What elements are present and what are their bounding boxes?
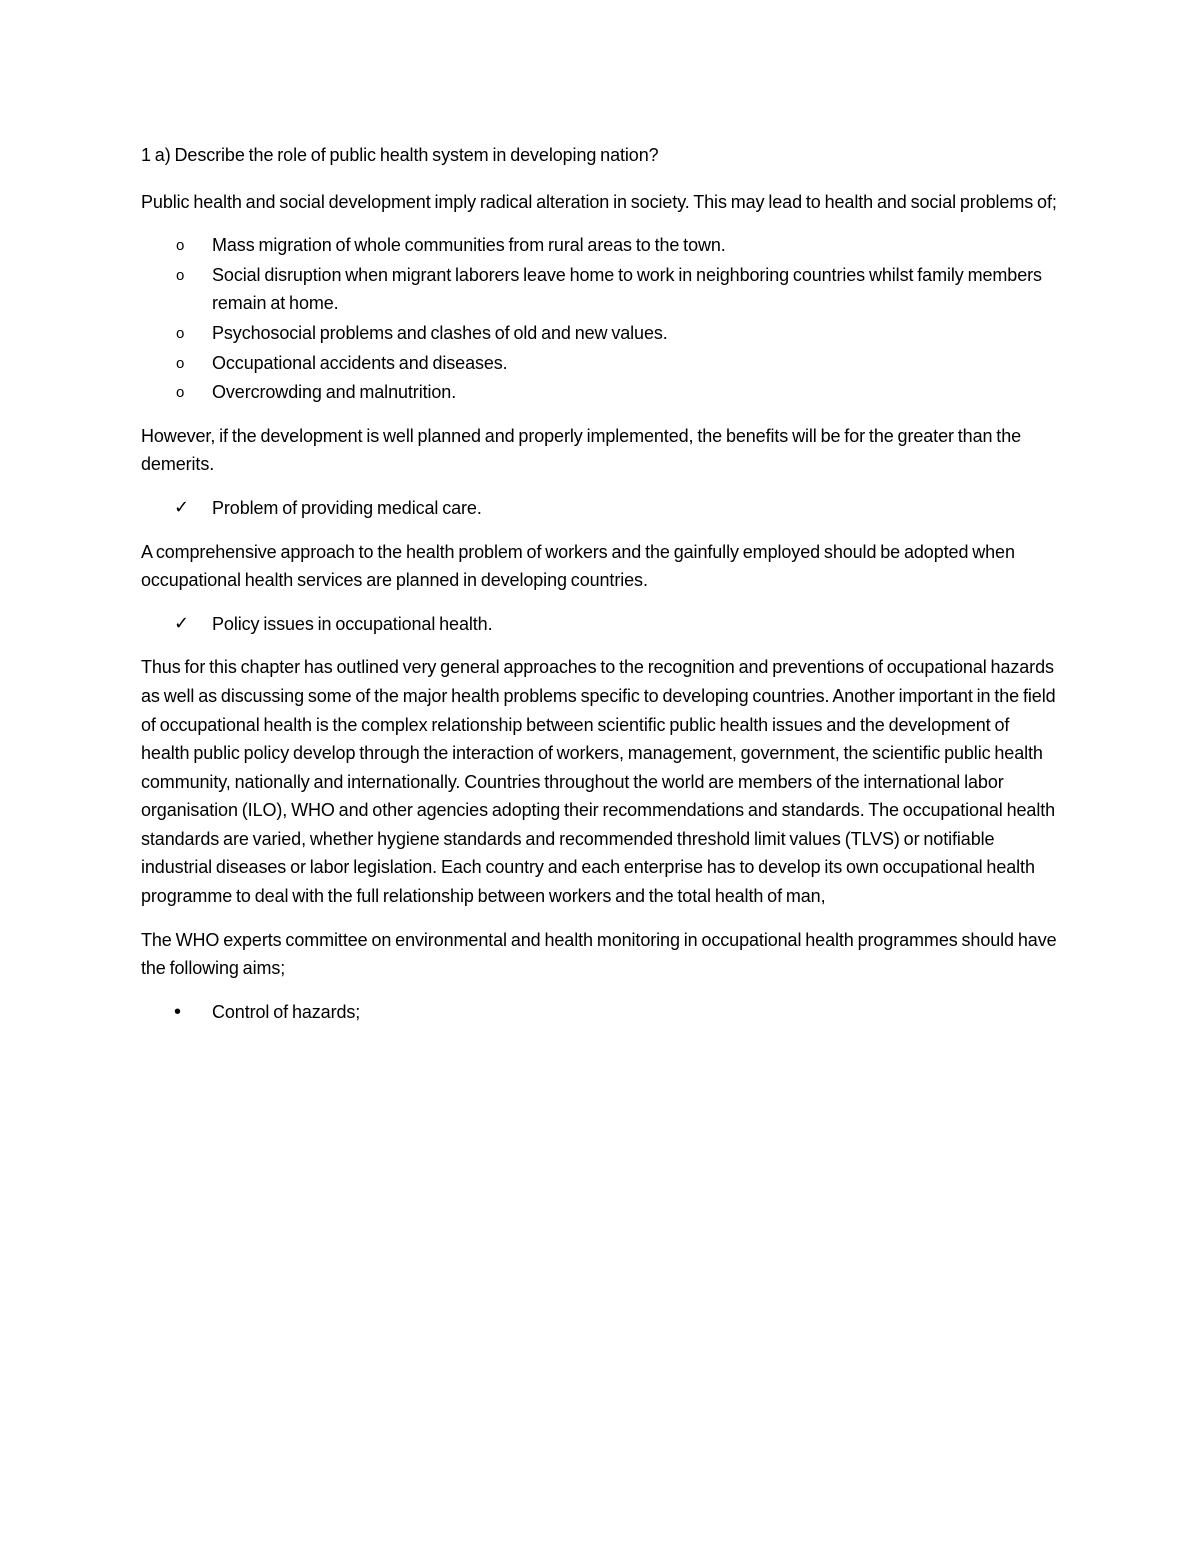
list-item-text: Occupational accidents and diseases.: [212, 352, 508, 373]
check-list-policy: [141, 610, 1061, 639]
list-item: [141, 494, 1061, 523]
circle-bullet-icon: o: [176, 237, 185, 255]
list-item-text: Control of hazards;: [212, 1001, 361, 1022]
list-item: [141, 378, 1061, 407]
problems-list: [141, 231, 1061, 407]
list-item: [141, 231, 1061, 260]
document-content: [141, 141, 1061, 1027]
circle-bullet-icon: o: [176, 384, 185, 402]
list-item-text: Problem of providing medical care.: [212, 497, 482, 518]
circle-bullet-icon: o: [176, 266, 185, 284]
list-item-text: Policy issues in occupational health.: [212, 613, 493, 634]
list-item: [141, 349, 1061, 378]
dot-bullet-icon: •: [174, 1000, 181, 1023]
checkmark-icon: ✓: [174, 612, 189, 634]
list-item: [141, 610, 1061, 639]
list-item-text: Psychosocial problems and clashes of old and new values.: [212, 322, 668, 343]
aims-list: [141, 998, 1061, 1027]
circle-bullet-icon: o: [176, 354, 185, 372]
who-paragraph: The WHO experts committee on environmental and health monitoring in occupational health programmes should have the following aims;: [141, 929, 1057, 979]
check-list-medical-care: [141, 494, 1061, 523]
list-item: [141, 998, 1061, 1027]
list-item-text: Overcrowding and malnutrition.: [212, 382, 457, 403]
list-item-text: Mass migration of whole communities from rural areas to the town.: [212, 235, 726, 256]
chapter-paragraph: Thus for this chapter has outlined very general approaches to the recognition and preventions of occupational hazards as well as discussing some of the major health problems specific to developing countries. Another important in the field of occupational health is the complex relationship between scientific public health issues and the development of health public policy develop through the interaction of workers, management, government, the scientific public health community, nationally and internationally. Countries throughout the world are members of the international labor organisation (ILO), WHO and other agencies adopting their recommendations and standards. The occupational health standards are varied, whether hygiene standards and recommended threshold limit values (TLVS) or notifiable industrial diseases or labor legislation. Each country and each enterprise has to develop its own occupational health programme to deal with the full relationship between workers and the total health of man,: [141, 657, 1056, 907]
comprehensive-paragraph: A comprehensive approach to the health problem of workers and the gainfully employed should be adopted when occupational health services are planned in developing countries.: [141, 541, 1015, 591]
list-item-text: Social disruption when migrant laborers leave home to work in neighboring countries whilst family members remain at home.: [212, 264, 1042, 314]
list-item: [141, 261, 1061, 318]
intro-paragraph: Public health and social development imply radical alteration in society. This may lead to health and social problems of;: [141, 191, 1057, 212]
list-item: [141, 319, 1061, 348]
question-heading: 1 a) Describe the role of public health system in developing nation?: [141, 145, 659, 165]
however-paragraph: However, if the development is well planned and properly implemented, the benefits will be for the greater than the demerits.: [141, 425, 1022, 475]
checkmark-icon: ✓: [174, 496, 189, 518]
circle-bullet-icon: o: [176, 324, 185, 342]
